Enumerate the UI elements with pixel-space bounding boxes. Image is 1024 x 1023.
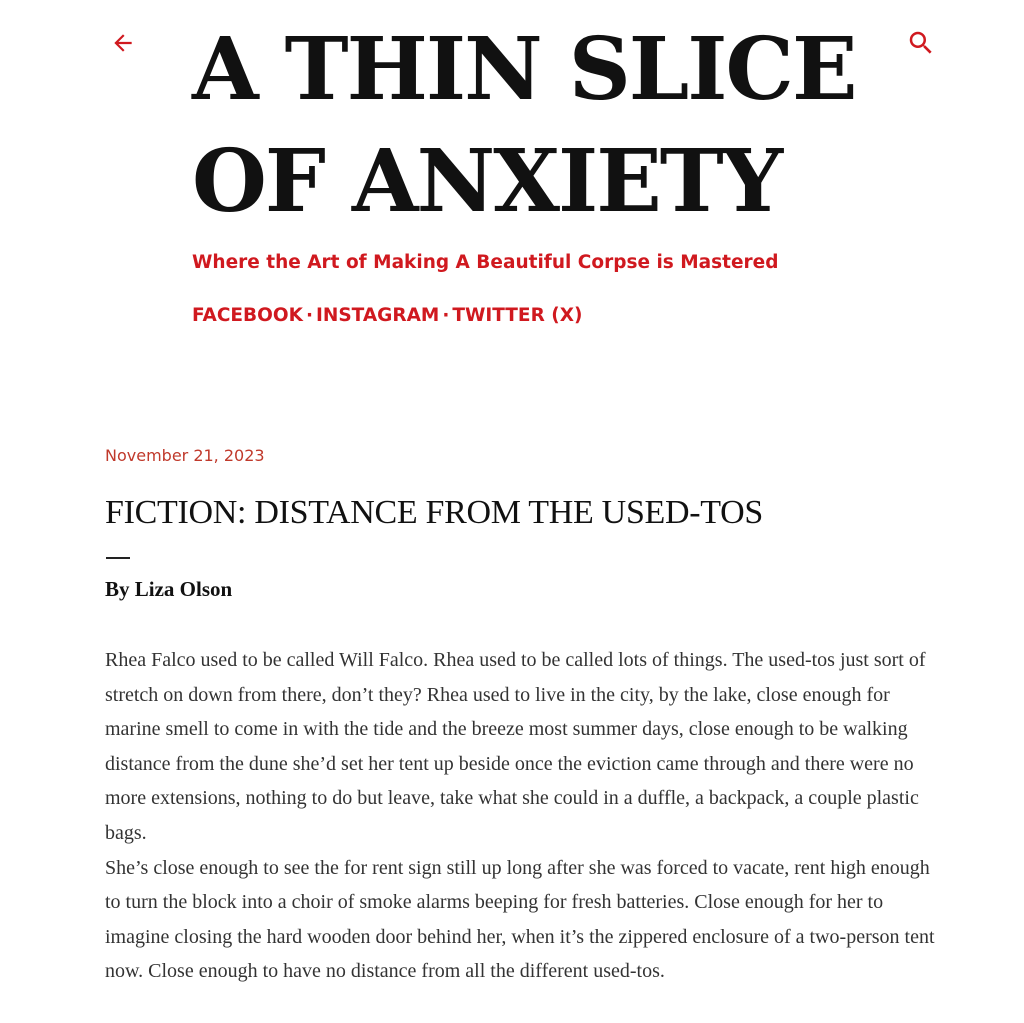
paragraph: Rhea Falco used to be called Will Falco. Rhea used to be called lots of things. The used-tos just sort of stretch on down from there, don’t they? Rhea used to live in the city, by the lake, close enough for marine smell to come in with the tide and the breeze most summer days, close enough to be walking distance from the dune she’d set her tent up beside once the eviction came through and there were no more extensions, nothing to do but leave, take what she could in a duffle, a backpack, a couple plastic bags. — [105, 649, 926, 844]
paragraph: She’s close enough to see the for rent sign still up long after she was forced to vacate, rent high enough to turn the block into a choir of smoke alarms beeping for fresh batteries. Close enough for her to imagine closing the hard wooden door behind her, when it’s the zippered enclosure of a two-person tent now. Close enough to have no distance from all the different used-tos. — [105, 856, 935, 983]
post-byline: By Liza Olson — [105, 577, 233, 601]
facebook-link[interactable]: FACEBOOK — [192, 305, 303, 326]
post-title: FICTION: DISTANCE FROM THE USED-TOS — [105, 494, 764, 531]
separator: · — [305, 305, 313, 326]
search-icon — [906, 28, 936, 58]
post-body — [105, 643, 935, 989]
twitter-link[interactable]: TWITTER (X) — [452, 305, 583, 326]
back-button[interactable] — [106, 26, 140, 60]
instagram-link[interactable]: INSTAGRAM — [315, 305, 440, 326]
title-divider — [106, 557, 130, 559]
blog-tagline: Where the Art of Making A Beautiful Corpse is Mastered — [192, 252, 779, 273]
search-button[interactable] — [904, 26, 938, 60]
arrow-left-icon — [110, 30, 136, 56]
social-links-nav — [192, 305, 582, 326]
post-date[interactable]: November 21, 2023 — [105, 446, 265, 465]
blog-title[interactable]: A THIN SLICE OF ANXIETY — [192, 19, 856, 232]
separator: · — [442, 305, 450, 326]
